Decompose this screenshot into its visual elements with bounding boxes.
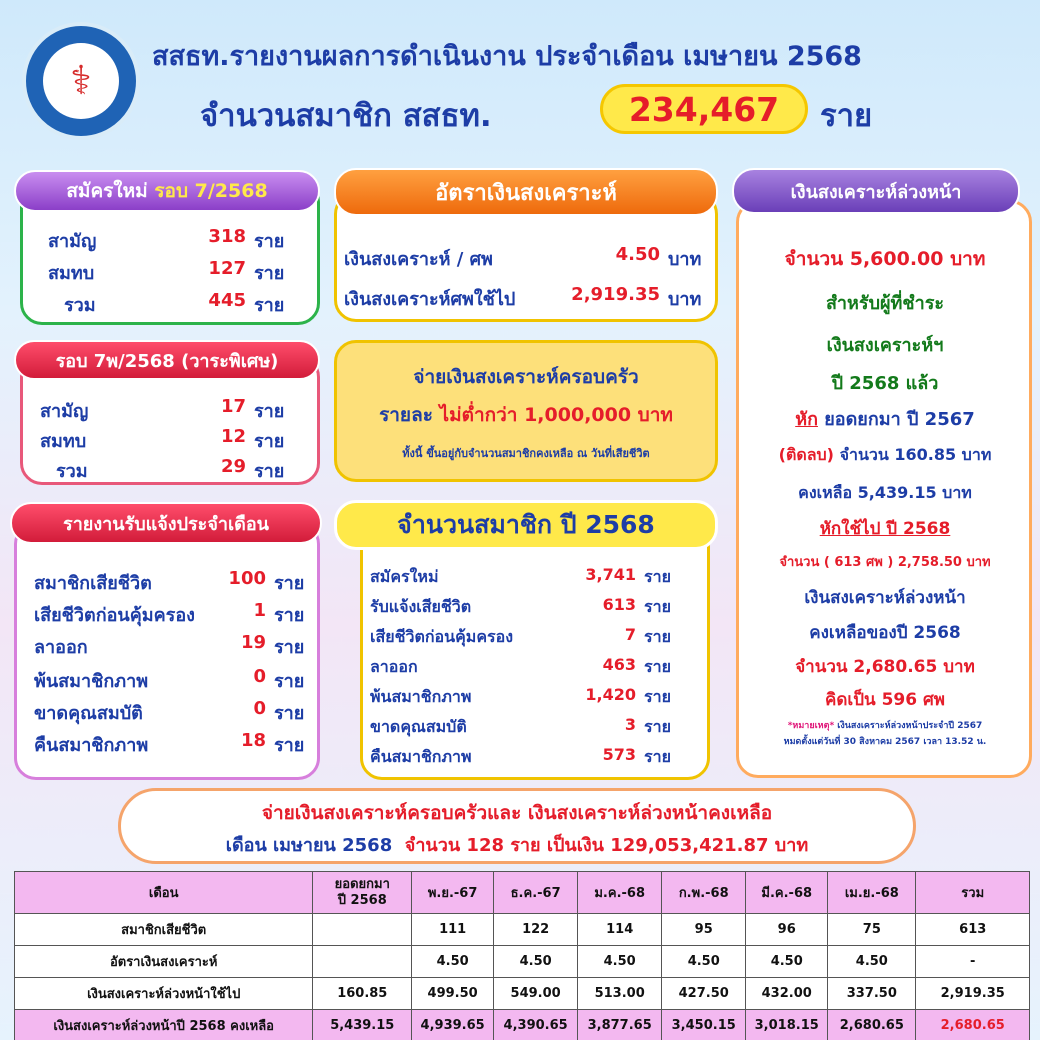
table-cell: 4.50	[412, 946, 494, 978]
table-cell: 337.50	[828, 978, 916, 1010]
members-label: จำนวนสมาชิก สสธท.	[200, 98, 492, 134]
members-unit: ราย	[820, 98, 873, 134]
table-cell: 4,390.65	[494, 1010, 578, 1040]
special-round-title: รอบ 7พ/2568 (วาระพิเศษ)	[14, 340, 320, 380]
advance-line: ปี 2568 แล้ว	[831, 373, 939, 394]
family-payment-line2: รายละ ไม่ต่ำกว่า 1,000,000 บาท	[379, 404, 673, 426]
table-cell: 2,680.65	[916, 1010, 1030, 1040]
table-row	[15, 978, 1030, 1010]
members-year-title: จำนวนสมาชิก ปี 2568	[334, 500, 718, 550]
new-members-row: สามัญ 318 ราย	[48, 226, 285, 252]
members-year-row: รับแจ้งเสียชีวิต 613 ราย	[370, 595, 671, 616]
monthly-report-title: รายงานรับแจ้งประจำเดือน	[10, 502, 322, 544]
table-cell: 4,939.65	[412, 1010, 494, 1040]
members-count-badge: 234,467	[600, 84, 808, 134]
members-year-row: คืนสมาชิกภาพ 573 ราย	[370, 745, 671, 766]
table-cell: 4.50	[746, 946, 828, 978]
page-title: สสธท.รายงานผลการดำเนินงาน ประจำเดือน เมษายน 2568	[152, 41, 862, 72]
advance-negative-line: (ติดลบ) จำนวน 160.85 บาท	[778, 445, 992, 464]
table-cell: 3,450.15	[662, 1010, 746, 1040]
table-cell	[313, 914, 412, 946]
advance-summary-table	[14, 871, 1030, 1040]
new-members-header	[14, 170, 320, 212]
advance-line: สำหรับผู้ที่ชำระ	[825, 293, 945, 314]
table-cell: 2,919.35	[916, 978, 1030, 1010]
table-cell: 160.85	[313, 978, 412, 1010]
table-row	[15, 1010, 1030, 1040]
new-members-round: รอบ 7/2568	[154, 180, 268, 202]
family-payment-note: ทั้งนี้ ขึ้นอยู่กับจำนวนสมาชิกคงเหลือ ณ วันที่เสียชีวิต	[402, 447, 650, 460]
advance-line: คงเหลือ 5,439.15 บาท	[798, 483, 972, 502]
table-cell: 3,018.15	[746, 1010, 828, 1040]
special-round-row: รวม 29 ราย	[56, 456, 285, 482]
table-cell: 613	[916, 914, 1030, 946]
members-year-row: เสียชีวิตก่อนคุ้มครอง 7 ราย	[370, 625, 671, 646]
summary-line2: เดือน เมษายน 2568 จำนวน 128 ราย เป็นเงิน 129,053,421.87 บาท	[225, 835, 809, 856]
advance-line: คิดเป็น 596 ศพ	[825, 690, 945, 710]
members-year-row: พ้นสมาชิกภาพ 1,420 ราย	[370, 685, 671, 706]
table-cell: 122	[494, 914, 578, 946]
advance-deduct-line: หัก ยอดยกมา ปี 2567	[795, 409, 975, 430]
advance-amount: จำนวน 5,600.00 บาท	[784, 248, 986, 270]
advance-title: เงินสงเคราะห์ล่วงหน้า	[732, 168, 1020, 214]
table-cell: 549.00	[494, 978, 578, 1010]
advance-line: เงินสงเคราะห์ฯ	[826, 335, 944, 356]
table-header-cell: ม.ค.-68	[578, 872, 662, 914]
monthly-report-row: ขาดคุณสมบัติ 0 ราย	[34, 698, 305, 724]
special-round-row: สมทบ 12 ราย	[40, 426, 285, 452]
special-round-row: สามัญ 17 ราย	[40, 396, 285, 422]
advance-line: เงินสงเคราะห์ล่วงหน้า	[804, 588, 966, 608]
table-header-cell: เดือน	[15, 872, 313, 914]
table-cell: 96	[746, 914, 828, 946]
table-cell: 95	[662, 914, 746, 946]
advance-line: จำนวน 2,680.65 บาท	[795, 657, 975, 677]
table-cell: 3,877.65	[578, 1010, 662, 1040]
logo-emblem-icon: ⚕	[43, 43, 119, 119]
monthly-report-row: พ้นสมาชิกภาพ 0 ราย	[34, 666, 305, 692]
table-row	[15, 914, 1030, 946]
monthly-report-row: คืนสมาชิกภาพ 18 ราย	[34, 730, 305, 756]
table-cell: 4.50	[494, 946, 578, 978]
table-header-row	[15, 872, 1030, 914]
table-cell: 4.50	[828, 946, 916, 978]
rate-row: เงินสงเคราะห์ศพใช้ไป 2,919.35 บาท	[344, 284, 702, 310]
association-logo	[22, 22, 140, 140]
table-header-cell: รวม	[916, 872, 1030, 914]
monthly-report-row: ลาออก 19 ราย	[34, 632, 305, 658]
advance-note: *หมายเหตุ* เงินสงเคราะห์ล่วงหน้าประจำปี 2567 หมดตั้งแต่วันที่ 30 สิงหาคม 2567 เวลา 13.52 น.	[783, 721, 987, 747]
table-cell: 513.00	[578, 978, 662, 1010]
table-header-cell: พ.ย.-67	[412, 872, 494, 914]
table-cell: 114	[578, 914, 662, 946]
new-members-title: สมัครใหม่	[66, 180, 148, 202]
summary-line1: จ่ายเงินสงเคราะห์ครอบครัวและ เงินสงเคราะห์ล่วงหน้าคงเหลือ	[261, 802, 773, 824]
members-year-row: ขาดคุณสมบัติ 3 ราย	[370, 715, 671, 736]
table-row	[15, 946, 1030, 978]
monthly-report-row: สมาชิกเสียชีวิต 100 ราย	[34, 568, 305, 594]
monthly-report-row: เสียชีวิตก่อนคุ้มครอง 1 ราย	[34, 600, 305, 626]
table-cell: 4.50	[578, 946, 662, 978]
new-members-row: สมทบ 127 ราย	[48, 258, 285, 284]
table-cell: 4.50	[662, 946, 746, 978]
table-cell: 111	[412, 914, 494, 946]
table-cell	[313, 946, 412, 978]
advance-line: คงเหลือของปี 2568	[809, 623, 961, 643]
table-header-cell: มี.ค.-68	[746, 872, 828, 914]
table-cell: 2,680.65	[828, 1010, 916, 1040]
table-header-cell: ยอดยกมา ปี 2568	[313, 872, 412, 914]
advance-line: หักใช้ไป ปี 2568	[819, 519, 951, 539]
table-cell: 499.50	[412, 978, 494, 1010]
table-header-cell: ก.พ.-68	[662, 872, 746, 914]
table-header-cell: เม.ย.-68	[828, 872, 916, 914]
table-cell: เงินสงเคราะห์ล่วงหน้าใช้ไป	[15, 978, 313, 1010]
table-cell: อัตราเงินสงเคราะห์	[15, 946, 313, 978]
rate-title: อัตราเงินสงเคราะห์	[334, 168, 718, 216]
table-cell: 5,439.15	[313, 1010, 412, 1040]
advance-line: จำนวน ( 613 ศพ ) 2,758.50 บาท	[779, 555, 991, 570]
rate-row: เงินสงเคราะห์ / ศพ 4.50 บาท	[344, 244, 702, 270]
members-year-row: ลาออก 463 ราย	[370, 655, 671, 676]
table-cell: สมาชิกเสียชีวิต	[15, 914, 313, 946]
members-year-card	[360, 525, 710, 780]
table-cell: 75	[828, 914, 916, 946]
new-members-row: รวม 445 ราย	[64, 290, 285, 316]
table-header-cell: ธ.ค.-67	[494, 872, 578, 914]
family-payment-line1: จ่ายเงินสงเคราะห์ครอบครัว	[413, 366, 639, 388]
table-cell: เงินสงเคราะห์ล่วงหน้าปี 2568 คงเหลือ	[15, 1010, 313, 1040]
table-cell: -	[916, 946, 1030, 978]
members-year-row: สมัครใหม่ 3,741 ราย	[370, 565, 671, 586]
table-cell: 427.50	[662, 978, 746, 1010]
table-cell: 432.00	[746, 978, 828, 1010]
